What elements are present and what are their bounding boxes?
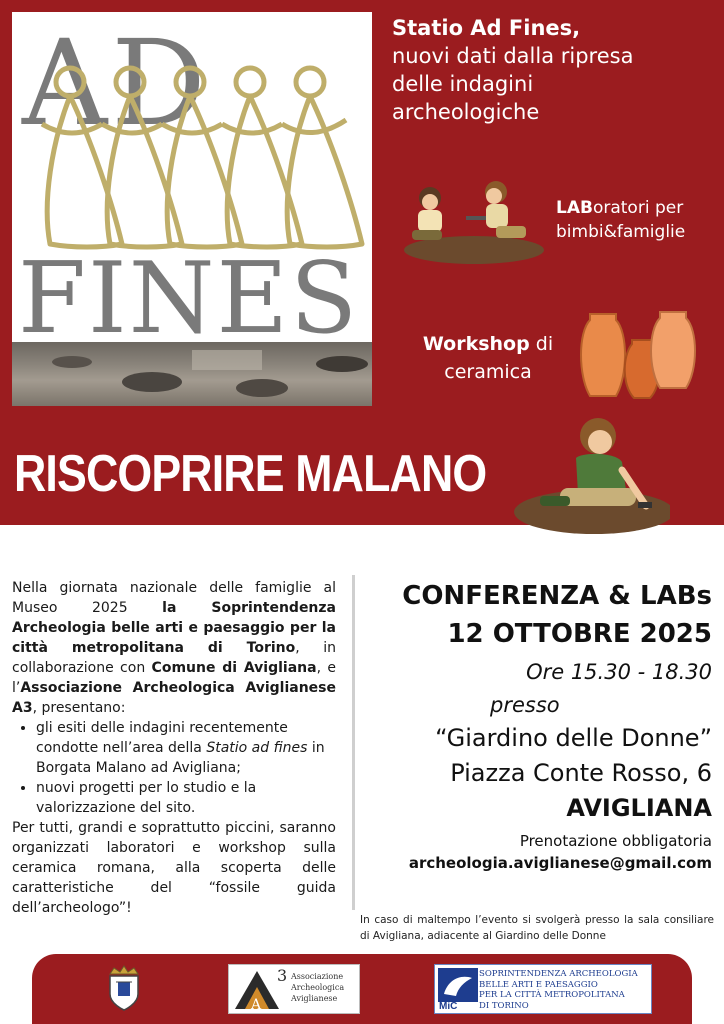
lab-bold: LAB [556, 198, 593, 218]
a3-line1: Associazione [291, 972, 344, 981]
archaeologist-illustration [506, 414, 670, 542]
sopr-line2: BELLE ARTI E PAESAGGIO [479, 979, 598, 990]
statio-title-line2: nuovi dati dalla ripresa [392, 44, 634, 68]
event-email-link[interactable]: archeologia.aviglianese@gmail.com [408, 854, 712, 872]
intro-p1-comune: Comune di Avigliana [151, 660, 317, 676]
a3-line2: Archeologica [291, 983, 345, 992]
a3-line3: Aviglianese [291, 994, 338, 1003]
intro-p1-a: Nella giornata nazionale delle famiglie al Museo 2025 [12, 580, 336, 616]
intro-p1-g: , presentano: [32, 700, 126, 716]
intro-bullet-2: • nuovi progetti per lo studio e la valorizzazione del sito. [36, 778, 336, 818]
footer-band [32, 954, 692, 1024]
bullet1-c: in Borgata Malano ad Avigliana; [36, 740, 325, 776]
soprintendenza-name [479, 969, 651, 1011]
event-date: 12 OTTOBRE 2025 [447, 619, 712, 649]
intro-p1-c: , in collaborazione con [12, 640, 336, 676]
event-kind: CONFERENZA & LABs [402, 581, 712, 611]
event-at: presso [490, 693, 560, 717]
statio-title-line4: archeologiche [392, 100, 540, 124]
a3-association-logo [228, 964, 360, 1014]
workshop-caption [408, 330, 568, 386]
bullet1-a: gli esiti delle indagini recentemente condotte nell’area della [36, 720, 288, 756]
a3-name [291, 971, 361, 1004]
workshop-line2: ceramica [444, 361, 532, 383]
event-venue: “Giardino delle Donne” [435, 724, 712, 752]
children-dig-illustration [396, 176, 546, 276]
lab-rest: oratori per [592, 198, 684, 218]
a3-superscript: 3 [277, 966, 288, 985]
workshop-rest: di [529, 333, 554, 355]
bullet1-statio: Statio ad fines [206, 740, 308, 756]
amphorae-illustration [576, 306, 700, 406]
statio-title-line3: delle indagini [392, 72, 534, 96]
statio-title-bold: Statio Ad Fines, [392, 16, 581, 40]
intro-paragraph-1 [12, 578, 336, 718]
logo-bottom-word: FINES [18, 242, 360, 342]
intro-p1-e: , e l’ [12, 660, 336, 696]
intro-p1-associazione: Associazione Archeologica Aviglianese A3 [12, 680, 336, 716]
mic-label: MiC [439, 1001, 458, 1012]
a3-mark: A [251, 997, 262, 1013]
workshop-bold: Workshop [422, 333, 530, 355]
intro-p1-soprintendenza: la Soprintendenza Archeologia belle arti e paesaggio per la città metropolitana di Torino [12, 600, 336, 656]
intro-bullets [36, 718, 336, 818]
sopr-line4: DI TORINO [479, 1000, 529, 1011]
event-info [360, 578, 712, 874]
excavation-photo [12, 342, 372, 406]
intro-bullet-1 [36, 718, 336, 778]
intro-text [12, 578, 336, 918]
intro-paragraph-2: Per tutti, grandi e soprattutto piccini, saranno organizzati laboratori e workshop sulla ceramica romana, alla scoperta delle caratteristiche del “fossile guida dell’archeologo”! [12, 820, 336, 916]
statio-heading [392, 14, 712, 126]
sopr-line3: PER LA CITTÀ METROPOLITANA [479, 990, 625, 1000]
column-divider [352, 575, 355, 910]
ad-fines-logo [12, 12, 372, 342]
soprintendenza-logo [434, 964, 652, 1014]
lab-line2: bimbi&famiglie [556, 222, 686, 242]
event-address: Piazza Conte Rosso, 6 [450, 759, 712, 787]
event-booking: Prenotazione obbligatoria [519, 832, 712, 850]
event-city: AVIGLIANA [566, 794, 712, 822]
main-title: RISCOPRIRE MALANO [14, 445, 487, 503]
logo-top-word: AD [22, 14, 210, 152]
event-time: Ore 15.30 - 18.30 [526, 660, 712, 684]
lab-caption [556, 196, 716, 244]
weather-note: In caso di maltempo l’evento si svolgerà presso la sala consiliare di Avigliana, adiacente al Giardino delle Donne [360, 914, 714, 942]
sopr-line1: SOPRINTENDENZA ARCHEOLOGIA [479, 969, 638, 979]
avigliana-crest-logo [106, 964, 142, 1012]
